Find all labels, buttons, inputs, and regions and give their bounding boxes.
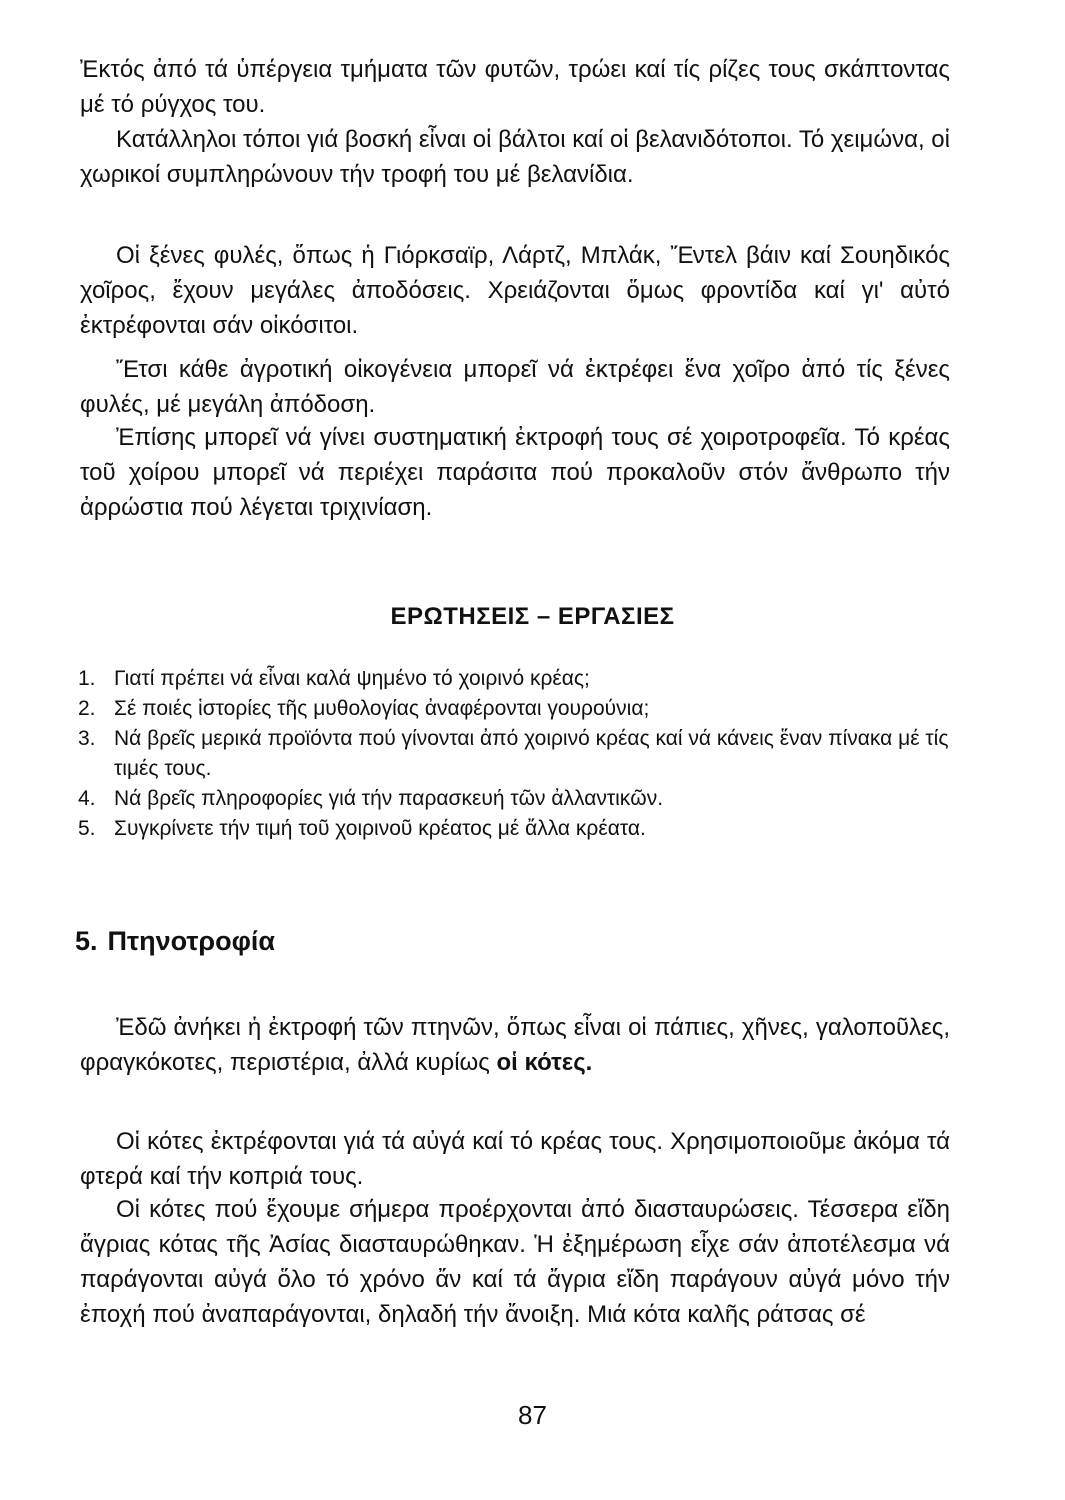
section-paragraph-1-text: Ἐδῶ ἀνήκει ἡ ἐκτροφή τῶν πτηνῶν, ὅπως εἶναι οἱ πάπιες, χῆνες, γαλοποῦλες, φραγκόκοτες, περιστέρια, ἀλλά κυρίως (80, 1014, 950, 1076)
section-paragraph-1-emphasis: οἱ κότες. (496, 1049, 593, 1076)
question-text: Συγκρίνετε τήν τιμή τοῦ χοιρινοῦ κρέατος μέ ἄλλα κρέατα. (114, 817, 646, 840)
questions-heading: ΕΡΩΤΗΣΕΙΣ – ΕΡΓΑΣΙΕΣ (390, 603, 675, 630)
question-item (78, 784, 958, 814)
questions-list (78, 664, 958, 844)
section-number: 5. (75, 926, 98, 956)
question-item (78, 694, 958, 724)
question-item (78, 814, 958, 844)
section-paragraph-2: Οἱ κότες ἐκτρέφονται γιά τά αὐγά καί τό κρέας τους. Χρησιμοποιοῦμε ἀκόμα τά φτερά καί τήν κοπριά τους. (80, 1128, 950, 1190)
question-item (78, 664, 958, 694)
question-number: 5. (78, 817, 96, 840)
intro-paragraph-5: Ἐπίσης μπορεῖ νά γίνει συστηματική ἐκτροφή τους σέ χοιροτροφεῖα. Τό κρέας τοῦ χοίρου μπορεῖ νά περιέχει παράσιτα πού προκαλοῦν στόν ἄνθρωπο τήν ἀρρώστια πού λέγεται τριχινίαση. (80, 424, 950, 521)
question-text: Γιατί πρέπει νά εἶναι καλά ψημένο τό χοιρινό κρέας; (114, 667, 590, 690)
intro-paragraph-3: Οἱ ξένες φυλές, ὅπως ἡ Γιόρκσαϊρ, Λάρτζ, Μπλάκ, Ἔντελ βάιν καί Σουηδικός χοῖρος, ἔχουν μεγάλες ἀποδόσεις. Χρειάζονται ὅμως φροντίδα καί γι' αὐτό ἐκτρέφονται σάν οἰκόσιτοι. (80, 242, 950, 339)
question-number: 1. (78, 667, 96, 690)
question-text: Σέ ποιές ἱστορίες τῆς μυθολογίας ἀναφέρονται γουρούνια; (114, 697, 650, 720)
intro-paragraph-1: Ἐκτός ἀπό τά ὑπέργεια τμήματα τῶν φυτῶν, τρώει καί τίς ρίζες τους σκάπτοντας μέ τό ρύγχος του. (80, 56, 950, 118)
section-paragraph-1 (80, 1010, 950, 1080)
question-number: 2. (78, 697, 96, 720)
question-text: Νά βρεῖς μερικά προϊόντα πού γίνονται ἀπό χοιρινό κρέας καί νά κάνεις ἕναν πίνακα μέ τίς τιμές τους. (114, 727, 949, 780)
section-paragraph-3: Οἱ κότες πού ἔχουμε σήμερα προέρχονται ἀπό διασταυρώσεις. Τέσσερα εἴδη ἄγριας κότας τῆς Ἀσίας διασταυρώθηκαν. Ἡ ἐξημέρωση εἶχε σάν ἀποτέλεσμα νά παράγονται αὐγά ὅλο τό χρόνο ἄν καί τά ἄγρια εἴδη παράγουν αὐγά μόνο τήν ἐποχή πού ἀναπαράγονται, δηλαδή τήν ἄνοιξη. Μιά κότα καλῆς ράτσας σέ (80, 1196, 950, 1328)
intro-paragraph-2: Κατάλληλοι τόποι γιά βοσκή εἶναι οἱ βάλτοι καί οἱ βελανιδότοποι. Τό χειμώνα, οἱ χωρικοί συμπληρώνουν τήν τροφή του μέ βελανίδια. (80, 126, 950, 188)
section-title (75, 926, 275, 957)
question-item (78, 724, 958, 784)
section-title-text: Πτηνοτροφία (107, 926, 275, 956)
question-number: 3. (78, 727, 96, 750)
intro-paragraph-4: Ἔτσι κάθε ἀγροτική οἰκογένεια μπορεῖ νά ἐκτρέφει ἕνα χοῖρο ἀπό τίς ξένες φυλές, μέ μεγάλη ἀπόδοση. (80, 356, 950, 418)
question-text: Νά βρεῖς πληροφορίες γιά τήν παρασκευή τῶν ἀλλαντικῶν. (114, 787, 664, 810)
question-number: 4. (78, 787, 96, 810)
page-number: 87 (518, 1400, 547, 1430)
